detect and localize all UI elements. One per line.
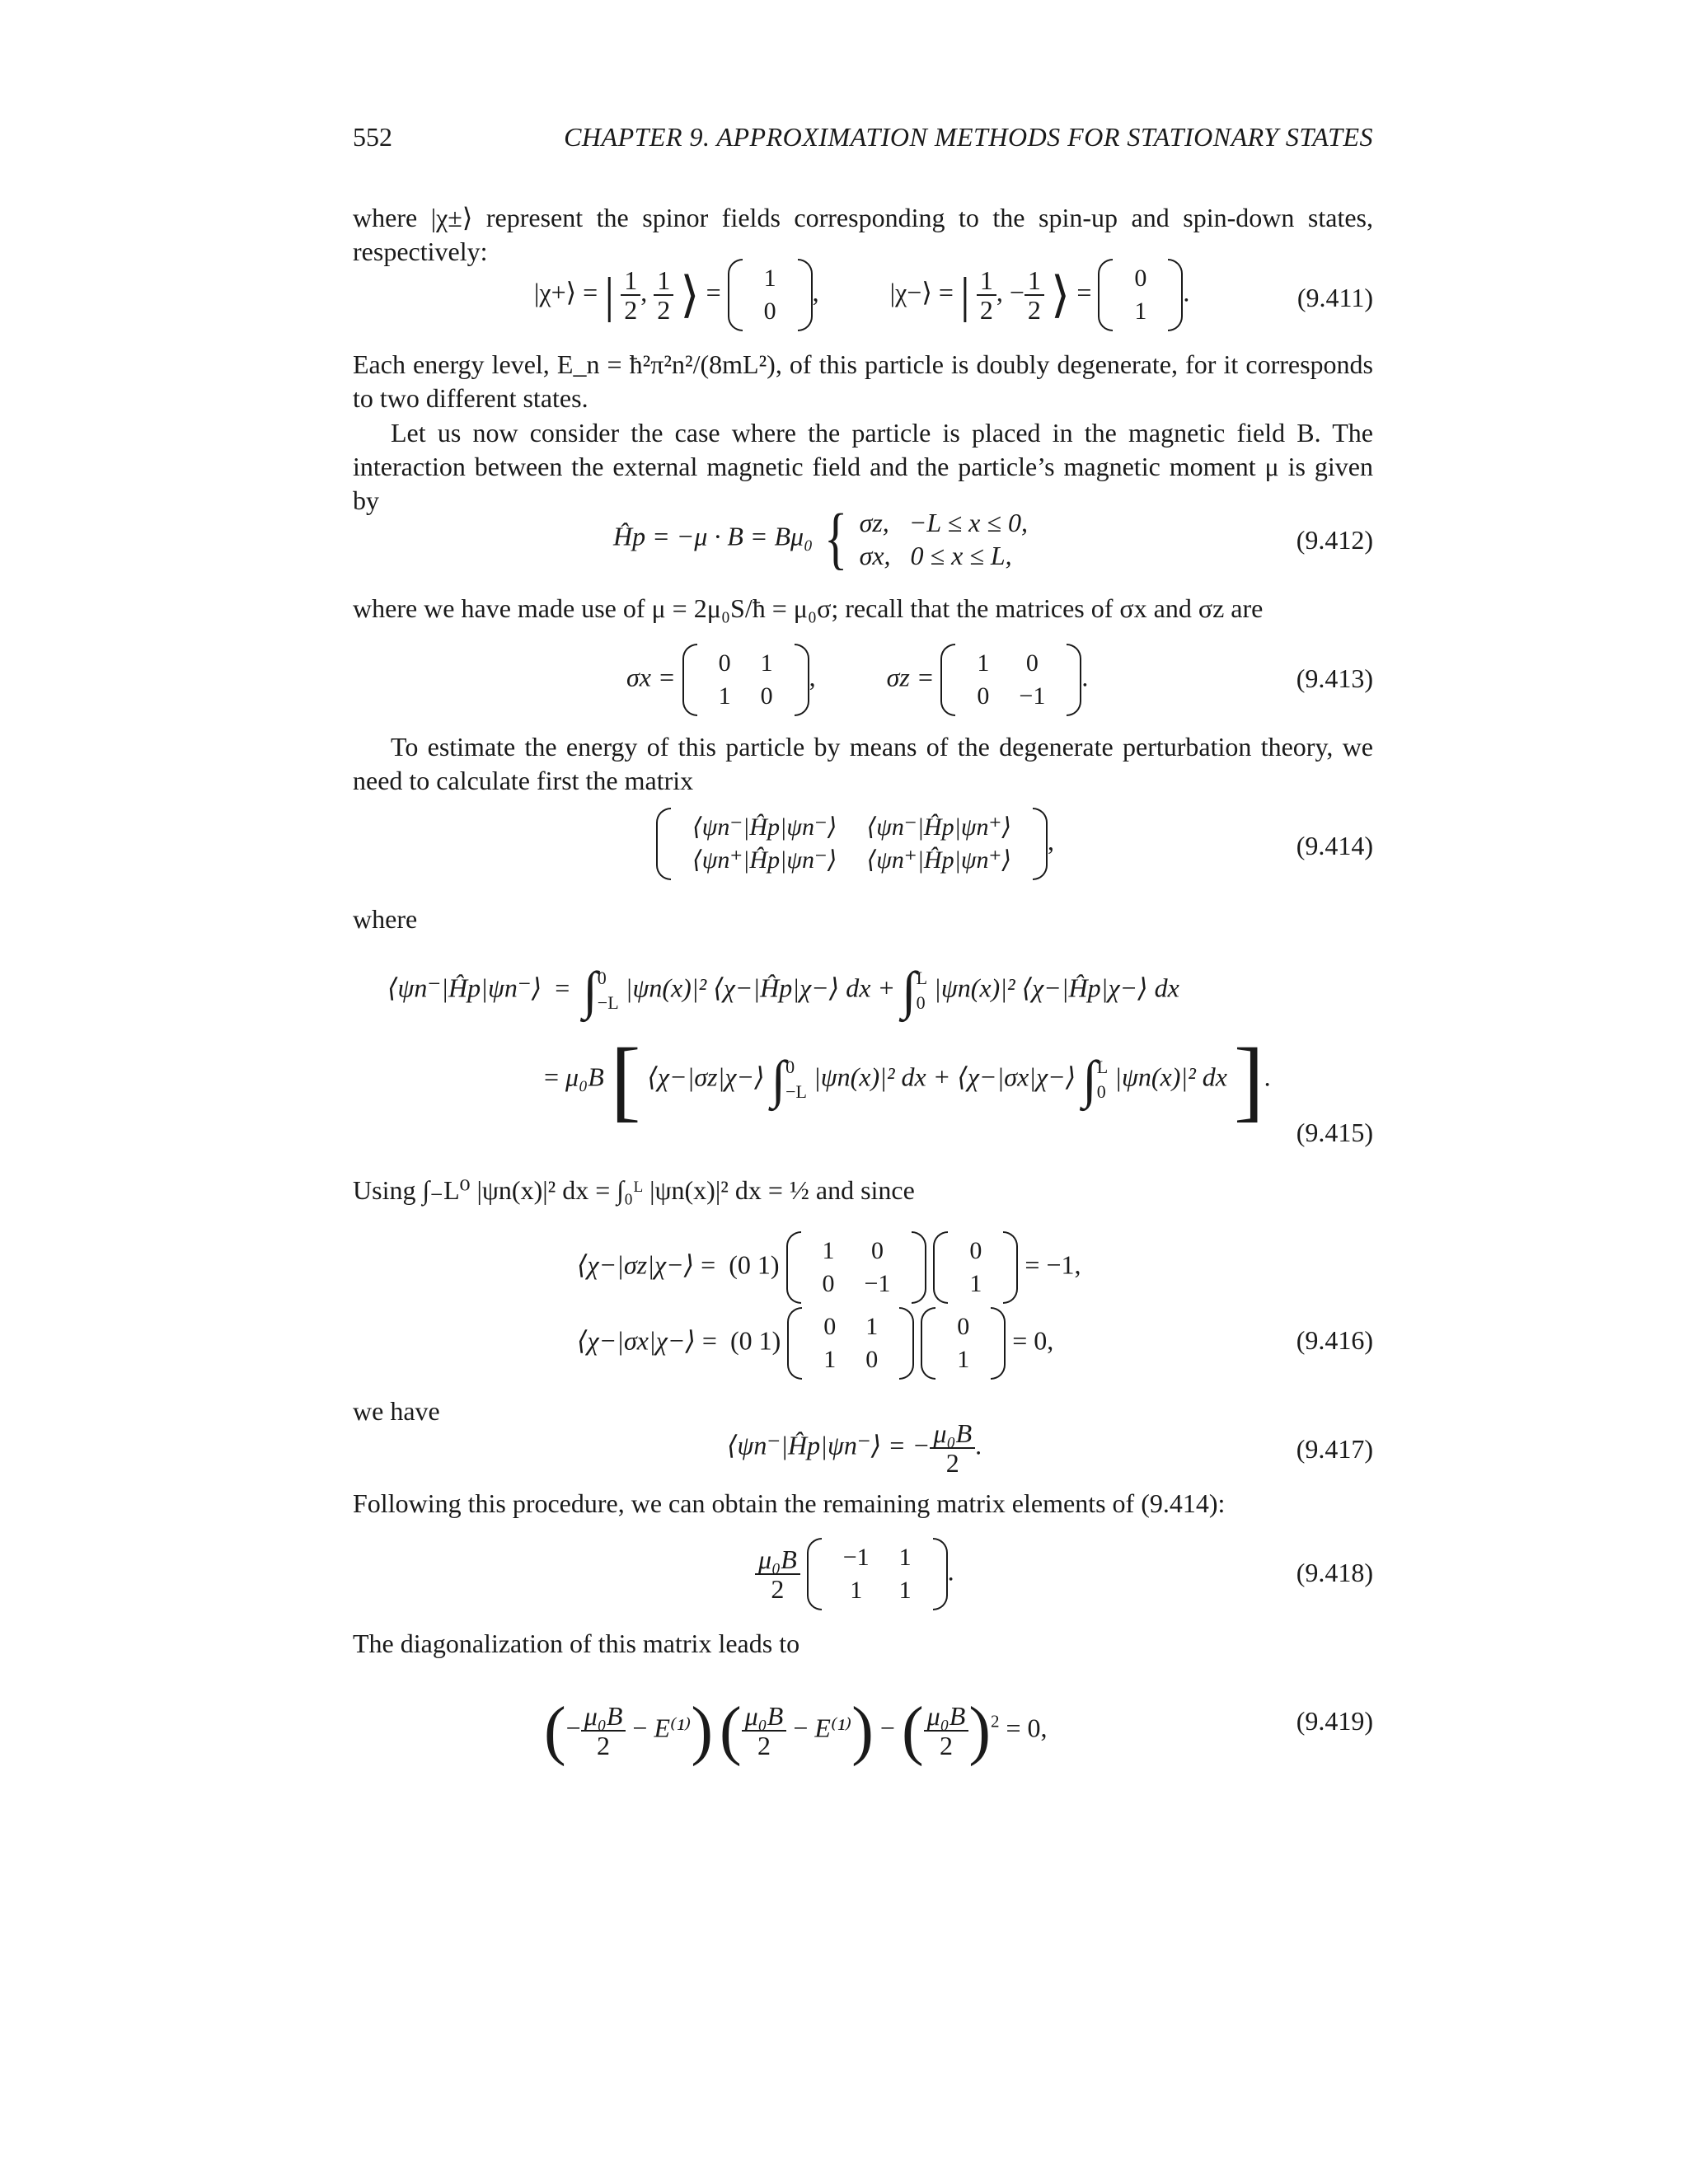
paragraph: where |χ±⟩ represent the spinor fields corresponding to the spin-up and spin-down states, respectively:	[353, 203, 1373, 266]
eq-lhs: |χ+⟩ =	[534, 277, 598, 307]
paragraph: Using ∫₋L⁰ |ψn(x)|² dx = ∫₀ᴸ |ψn(x)|² dx = ½ and since	[353, 1175, 915, 1205]
running-header: CHAPTER 9. APPROXIMATION METHODS FOR STATIONARY STATES	[564, 122, 1373, 152]
equation-number: (9.414)	[1296, 831, 1373, 860]
fraction: $\frac{1}{2}$	[654, 266, 673, 324]
equation-9-419: (− $\frac{\text{μ₀B}}{2}$ − E⁽¹⁾) ( $\frac{\text{μ₀B}}{2}$ − E⁽¹⁾) − ( $\frac{\text{μ₀B}}{2}$ )$^2$ = 0,	[544, 1694, 1048, 1767]
fraction: $\frac{1}{2}$	[1025, 266, 1044, 324]
column-vector: 1 0	[728, 262, 813, 328]
fraction: $\frac{\text{μ₀B}}{2}$	[581, 1702, 626, 1760]
matrix: 0 1 1 0	[682, 647, 809, 713]
fraction: $\frac{1}{2}$	[621, 266, 640, 324]
equation-9-415-line1: ⟨ψn⁻|Ĥp|ψn⁻⟩ = ∫0 −L |ψn(x)|² ⟨χ−|Ĥp|χ−⟩ dx + ∫L 0 |ψn(x)|² ⟨χ−|Ĥp|χ−⟩ dx	[387, 961, 1179, 1019]
paragraph: Each energy level, E_n = ħ²π²n²/(8mL²), of this particle is doubly degenerate, for it corresponds to two different states.	[353, 349, 1373, 413]
paragraph: The diagonalization of this matrix leads to	[353, 1629, 800, 1658]
matrix: 1 0 0 −1	[786, 1235, 927, 1301]
eq-lhs: Ĥp = −μ · B = Bμ₀	[613, 521, 814, 551]
equation-9-417: ⟨ψn⁻|Ĥp|ψn⁻⟩ = − $\frac{\text{μ₀B}}{2}$ .	[727, 1418, 982, 1478]
fraction: $\frac{\text{μ₀B}}{2}$	[742, 1702, 787, 1760]
equation-number: (9.418)	[1296, 1558, 1373, 1587]
paragraph: Following this procedure, we can obtain the remaining matrix elements of (9.414):	[353, 1488, 1226, 1518]
paragraph: Let us now consider the case where the particle is placed in the magnetic field B. The interaction between the external magnetic field and the particle’s magnetic moment μ is given by	[353, 418, 1373, 515]
column-vector: 0 1	[1098, 262, 1183, 328]
paragraph: we have	[353, 1396, 440, 1426]
equation-number: (9.411)	[1296, 283, 1373, 312]
equation-9-411: |χ+⟩ = | $\frac{1}{2}$ , $\frac{1}{2}$ ⟩ = 1 0 , |χ−⟩ = | $\frac{1}{2}$ , − $\frac{1}{2}$ ⟩ = 0 1 .	[534, 262, 1189, 328]
fraction: $\frac{1}{2}$	[977, 266, 996, 324]
equation-9-412: Ĥp = −μ · B = Bμ₀ { σz, −L ≤ x ≤ 0, σx, 0 ≤ x ≤ L,	[613, 500, 1028, 577]
eq-lhs: |χ−⟩ =	[889, 277, 954, 307]
equation-9-416-line1: ⟨χ−|σz|χ−⟩ = (0 1) 1 0 0 −1 0 1 = −1,	[577, 1235, 1081, 1301]
equation-number: (9.417)	[1296, 1434, 1373, 1464]
paragraph: where we have made use of μ = 2μ₀S/ħ = μ₀σ; recall that the matrices of σx and σz are	[353, 593, 1264, 623]
matrix: ⟨ψn⁻|Ĥp|ψn⁻⟩ ⟨ψn⁻|Ĥp|ψn⁺⟩ ⟨ψn⁺|Ĥp|ψn⁻⟩ ⟨ψn⁺|Ĥp|ψn⁺⟩	[656, 811, 1048, 877]
equation-9-413: σx = 0 1 1 0 , σz = 1 0 0 −1 .	[626, 647, 1088, 713]
equation-number: (9.413)	[1296, 663, 1373, 693]
fraction: $\frac{\text{μ₀B}}{2}$	[924, 1702, 969, 1760]
matrix: 0 1 1 0	[787, 1310, 914, 1376]
equation-9-416-line2: ⟨χ−|σx|χ−⟩ = (0 1) 0 1 1 0 0 1 = 0,	[577, 1310, 1053, 1376]
column-vector: 0 1	[921, 1310, 1006, 1376]
matrix: 1 0 0 −1	[940, 647, 1081, 713]
equation-9-415-line2: = μ₀B [ ⟨χ−|σz|χ−⟩ ∫0 −L |ψn(x)|² dx + ⟨χ−|σx|χ−⟩ ∫L 0 |ψn(x)|² dx ].	[544, 1029, 1271, 1130]
paragraph: where	[353, 904, 418, 934]
page-number: 552	[353, 122, 392, 152]
column-vector: 0 1	[933, 1235, 1018, 1301]
fraction: $\frac{\text{μ₀B}}{2}$	[930, 1419, 975, 1477]
equation-number: (9.415)	[1296, 1118, 1373, 1147]
fraction: $\frac{\text{μ₀B}}{2}$	[755, 1545, 800, 1603]
paragraph: To estimate the energy of this particle by means of the degenerate perturbation theory, we need to calculate first the matrix	[353, 732, 1373, 795]
equation-9-418: $\frac{\text{μ₀B}}{2}$ −1 1 1 1 .	[755, 1541, 954, 1607]
equation-9-414: ⟨ψn⁻|Ĥp|ψn⁻⟩ ⟨ψn⁻|Ĥp|ψn⁺⟩ ⟨ψn⁺|Ĥp|ψn⁻⟩ ⟨ψn⁺|Ĥp|ψn⁺⟩ ,	[656, 811, 1054, 877]
matrix: −1 1 1 1	[807, 1541, 948, 1607]
equation-number: (9.416)	[1296, 1325, 1373, 1355]
equation-number: (9.419)	[1296, 1706, 1373, 1736]
equation-number: (9.412)	[1296, 525, 1373, 555]
